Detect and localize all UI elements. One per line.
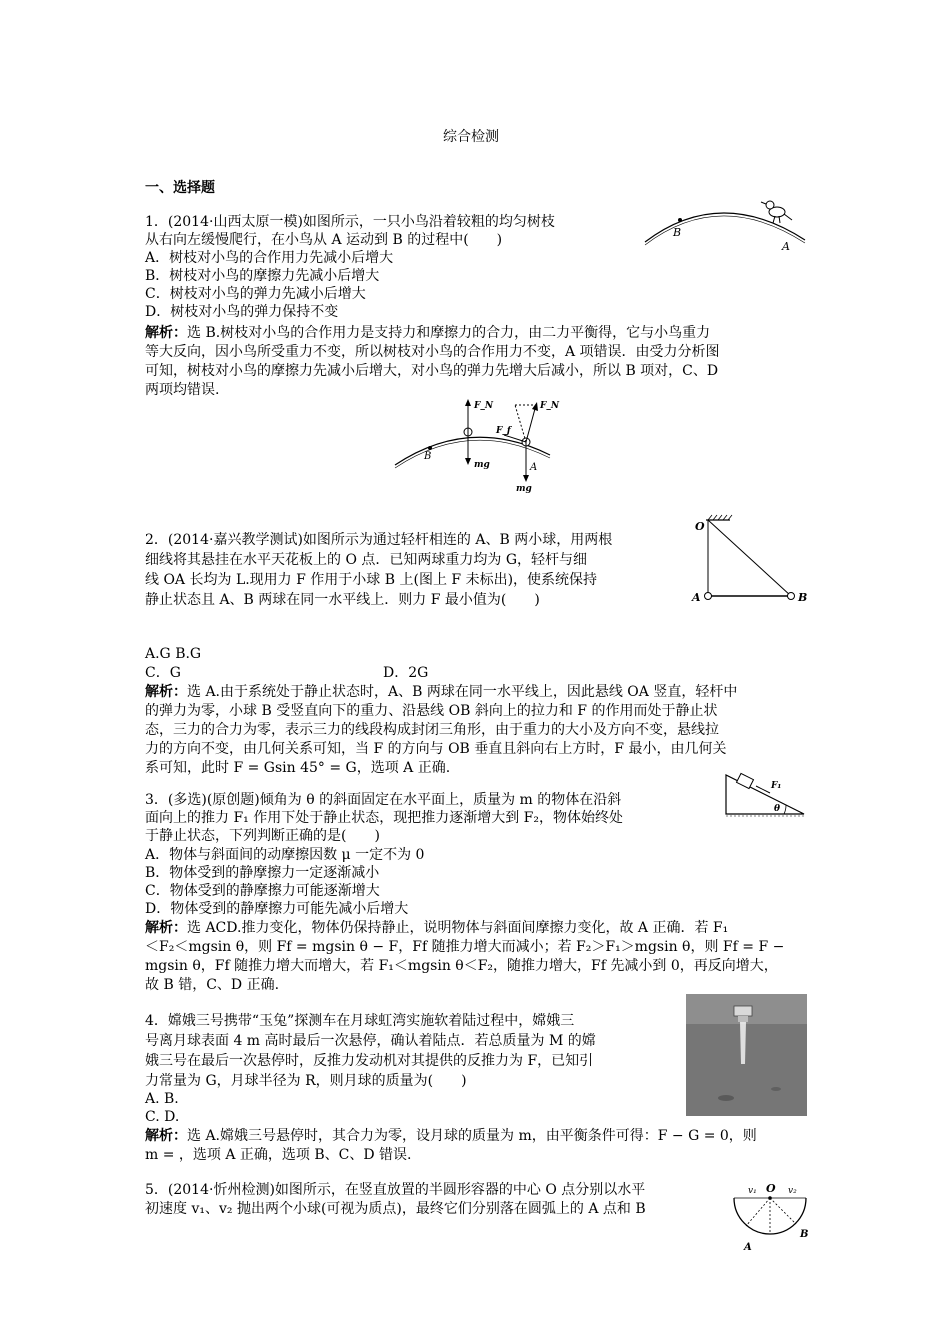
q3-stem-2: 面向上的推力 F₁ 作用下处于静止状态，现把推力逐渐增大到 F₂，物体始终处 (145, 810, 624, 826)
q1-force-diagram (390, 395, 565, 495)
q3-option-c: C．物体受到的静摩擦力可能逐渐增大 (145, 883, 380, 899)
q3-stem-3: 于静止状态，下列判断正确的是( ) (145, 828, 380, 844)
q4-stem-3: 娥三号在最后一次悬停时，反推力发动机对其提供的反推力为 F，已知引 (145, 1053, 594, 1069)
q1-answer-label: 解析： (145, 325, 187, 341)
q3-answer-1 (145, 919, 728, 937)
q1-stem-1: 1．(2014·山西太原一模)如图所示，一只小鸟沿着较粗的均匀树枝 (145, 214, 555, 230)
q1-fd-fn-left: F_N (474, 401, 494, 411)
q3-incline-figure (722, 770, 807, 818)
q2-stem-3: 线 OA 长均为 L.现用力 F 作用于小球 B 上(图上 F 未标出)，使系统保持 (145, 572, 598, 588)
q5-fig-a: A (744, 1242, 752, 1252)
q2-pendulum-figure (688, 512, 813, 612)
q1-answer-4: 两项均错误. (145, 382, 220, 398)
page-title: 综合检测 (443, 129, 499, 145)
q4-answer-text-1: 选 A.嫦娥三号悬停时，其合力为零，设月球的质量为 m，由平衡条件可得：F − G = 0，则 (187, 1128, 757, 1144)
q1-option-b: B．树枝对小鸟的摩擦力先减小后增大 (145, 268, 380, 284)
q1-option-c: C．树枝对小鸟的弹力先减小后增大 (145, 286, 366, 302)
q2-option-d: D．2G (383, 665, 429, 681)
q2-option-ab: A.G B.G (145, 646, 202, 662)
q2-answer-5: 系可知，此时 F = Gsin 45° = G，选项 A 正确. (145, 760, 451, 776)
q3-answer-2: ＜F₂＜mgsin θ，则 Ff = mgsin θ − F，Ff 随推力增大而减小；若 F₂＞F₁＞mgsin θ，则 Ff = F − (145, 939, 785, 955)
q5-stem-2: 初速度 v₁、v₂ 抛出两个小球(可视为质点)，最终它们分别落在圆弧上的 A 点和 B (145, 1201, 646, 1217)
q2-stem-4: 静止状态且 A、B 两球在同一水平线上．则力 F 最小值为( ) (145, 592, 540, 608)
q4-option-cd: C. D. (145, 1109, 180, 1125)
q1-fig-label-a: A (782, 240, 790, 250)
lander-image (686, 994, 807, 1116)
q3-answer-text-1: 选 ACD.推力变化，物体仍保持静止，说明物体与斜面间摩擦力变化，故 A 正确．若 F₁ (187, 920, 729, 936)
q2-answer-2: 的弹力为零，小球 B 受竖直向下的重力、沿悬线 OB 斜向上的拉力和 F 的作用而处于静止状 (145, 703, 718, 719)
q4-answer-1 (145, 1127, 757, 1145)
q1-stem-2: 从右向左缓慢爬行，在小鸟从 A 运动到 B 的过程中( ) (145, 232, 503, 248)
q3-fig-theta: θ (774, 804, 781, 814)
q2-fig-label-a: A (692, 591, 701, 604)
q2-answer-text-1: 选 A.由于系统处于静止状态时，A、B 两球在同一水平线上，因此悬线 OA 竖直，轻杆中 (187, 684, 738, 700)
q1-option-d: D．树枝对小鸟的弹力保持不变 (145, 304, 339, 320)
q1-fd-mg-left: mg (474, 460, 490, 470)
q3-answer-4: 故 B 错，C、D 正确. (145, 977, 280, 993)
q2-answer-3: 态，三力的合力为零，表示三力的线段构成封闭三角形，由于重力的大小及方向不变，悬线拉 (145, 722, 719, 738)
q1-fig-label-b: B (673, 226, 682, 239)
section-heading: 一、选择题 (145, 180, 215, 196)
q2-option-c: C．G (145, 665, 181, 681)
q2-fig-label-b: B (798, 591, 808, 604)
q1-fd-label-a: A (530, 462, 538, 473)
q4-option-ab: A. B. (145, 1091, 179, 1107)
q3-option-b: B．物体受到的静摩擦力一定逐渐减小 (145, 865, 380, 881)
q4-stem-4: 力常量为 G，月球半径为 R，则月球的质量为( ) (145, 1073, 467, 1089)
q1-answer-3: 可知，树枝对小鸟的摩擦力先减小后增大，对小鸟的弹力先增大后减小，所以 B 项对，C、D (145, 363, 719, 379)
q1-fd-fn-right: F_N (540, 401, 560, 411)
q5-stem-1: 5．(2014·忻州检测)如图所示，在竖直放置的半圆形容器的中心 O 点分别以水平 (145, 1182, 646, 1198)
q1-fd-mg-right: mg (516, 484, 532, 494)
q4-stem-2: 号离月球表面 4 m 高时最后一次悬停，确认着陆点．若总质量为 M 的嫦 (145, 1033, 596, 1049)
q4-answer-label: 解析： (145, 1128, 187, 1144)
lunar-landing-photo (686, 994, 807, 1116)
q2-answer-label: 解析： (145, 684, 187, 700)
q3-option-d: D．物体受到的静摩擦力可能先减小后增大 (145, 901, 409, 917)
q3-answer-3: mgsin θ，Ff 随推力增大而增大，若 F₁＜mgsin θ＜F₂，随推力增大，Ff 先减小到 0，再反向增大， (145, 958, 778, 974)
q5-fig-v1: v₁ (748, 1186, 757, 1196)
q2-answer-4: 力的方向不变，由几何关系可知，当 F 的方向与 OB 垂直且斜向右上方时，F 最小，由几何关 (145, 741, 727, 757)
q5-fig-v2: v₂ (788, 1186, 797, 1196)
q5-fig-b: B (800, 1229, 809, 1240)
q5-fig-o: O (766, 1182, 776, 1195)
q3-stem-1: 3．(多选)(原创题)倾角为 θ 的斜面固定在水平面上，质量为 m 的物体在沿斜 (145, 792, 622, 808)
q2-stem-1: 2．(2014·嘉兴教学测试)如图所示为通过轻杆相连的 A、B 两小球，用两根 (145, 532, 613, 548)
q2-answer-1 (145, 683, 737, 701)
q5-semicircle-figure (728, 1180, 818, 1252)
q1-fd-ff: F_f (496, 426, 511, 436)
q3-option-a: A．物体与斜面间的动摩擦因数 μ 一定不为 0 (145, 847, 425, 863)
q1-answer-2: 等大反向，因小鸟所受重力不变，所以树枝对小鸟的合作用力不变，A 项错误．由受力分析图 (145, 344, 720, 360)
q1-branch-figure (640, 190, 815, 250)
q4-stem-1: 4．嫦娥三号携带“玉兔”探测车在月球虹湾实施软着陆过程中，嫦娥三 (145, 1013, 575, 1029)
q3-answer-label: 解析： (145, 920, 187, 936)
q2-stem-2: 细线将其悬挂在水平天花板上的 O 点．已知两球重力均为 G，轻杆与细 (145, 552, 588, 568)
q4-answer-2: m = ，选项 A 正确，选项 B、C、D 错误. (145, 1147, 412, 1163)
q2-fig-label-o: O (695, 520, 705, 533)
bird-icon (761, 201, 792, 223)
q1-option-a: A．树枝对小鸟的合作用力先减小后增大 (145, 250, 394, 266)
q1-answer-text-1: 选 B.树枝对小鸟的合作用力是支持力和摩擦力的合力，由二力平衡得，它与小鸟重力 (187, 325, 711, 341)
q1-fd-label-b: B (424, 451, 432, 462)
q3-fig-f1: F₁ (771, 781, 782, 791)
q1-answer-1 (145, 324, 710, 342)
